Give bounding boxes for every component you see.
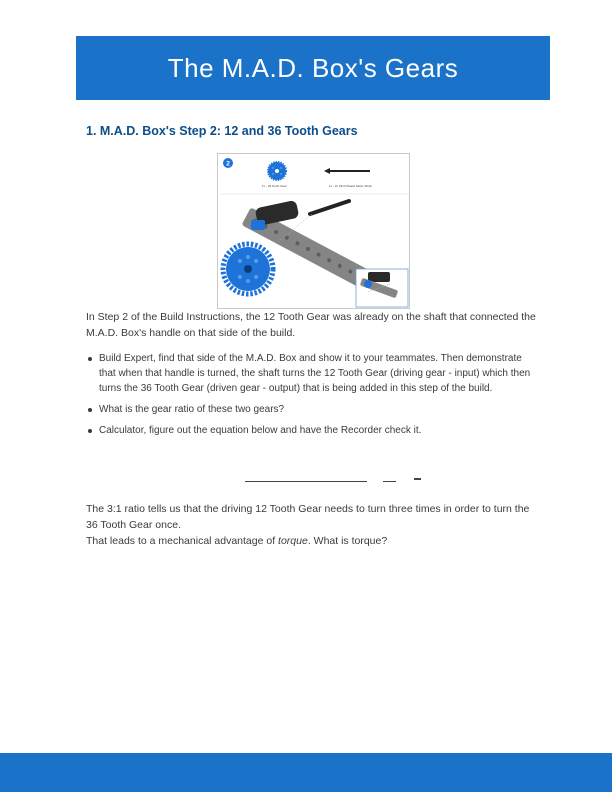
equation-answer-blank-2[interactable] (383, 481, 396, 482)
torque-term: torque (278, 535, 308, 547)
list-item-text: What is the gear ratio of these two gears? (99, 404, 285, 415)
header-banner (76, 36, 550, 100)
bullet-icon (88, 357, 92, 361)
equation-answer-blank-3[interactable] (414, 478, 421, 480)
section-heading: 1. M.A.D. Box's Step 2: 12 and 36 Tooth Gears (86, 124, 358, 138)
build-step-illustration (218, 154, 411, 310)
page-title: The M.A.D. Box's Gears (167, 52, 459, 83)
parts-shaft-label: 1x - 2x Pitch Plastic Motor Shaft (329, 184, 372, 188)
parts-gear-icon (268, 162, 286, 180)
ratio-explanation (86, 501, 536, 549)
intro-paragraph: In Step 2 of the Build Instructions, the 12 Tooth Gear was already on the shaft that connected the M.A.D. Box's handle on that side of the build. (86, 311, 536, 339)
ratio-paragraph-2-suffix: . What is torque? (307, 535, 388, 547)
ratio-paragraph-1: The 3:1 ratio tells us that the driving 12 Tooth Gear needs to turn three times in order to turn the 36 Tooth Gear once. (86, 503, 530, 531)
footer-bar (0, 753, 612, 792)
gear-36-tooth (223, 244, 273, 294)
ratio-paragraph-2-prefix: That leads to a mechanical advantage of (86, 535, 279, 547)
list-item-text: Calculator, figure out the equation below and have the Recorder check it. (99, 425, 422, 436)
equation-answer-blank[interactable] (245, 481, 367, 482)
list-item (86, 423, 536, 438)
list-item (86, 402, 536, 417)
parts-shaft-icon (324, 168, 370, 174)
detail-callout (356, 269, 408, 307)
task-list (86, 351, 536, 444)
step-number-text: 2 (226, 160, 230, 168)
list-item-text: Build Expert, find that side of the M.A.D. Box and show it to your teammates. Then demonstrate that when that handle is turned, the shaft turns the 12 Tooth Gear (driving gear - input) which then turns the 36 Tooth Gear (driven gear - output) that is being added in this step of the build. (99, 353, 531, 394)
list-item (86, 351, 536, 396)
bullet-icon (88, 408, 92, 412)
build-step-figure (217, 153, 410, 309)
bullet-icon (88, 429, 92, 433)
parts-gear-label: 1x - 36 Tooth Gear (262, 184, 287, 188)
